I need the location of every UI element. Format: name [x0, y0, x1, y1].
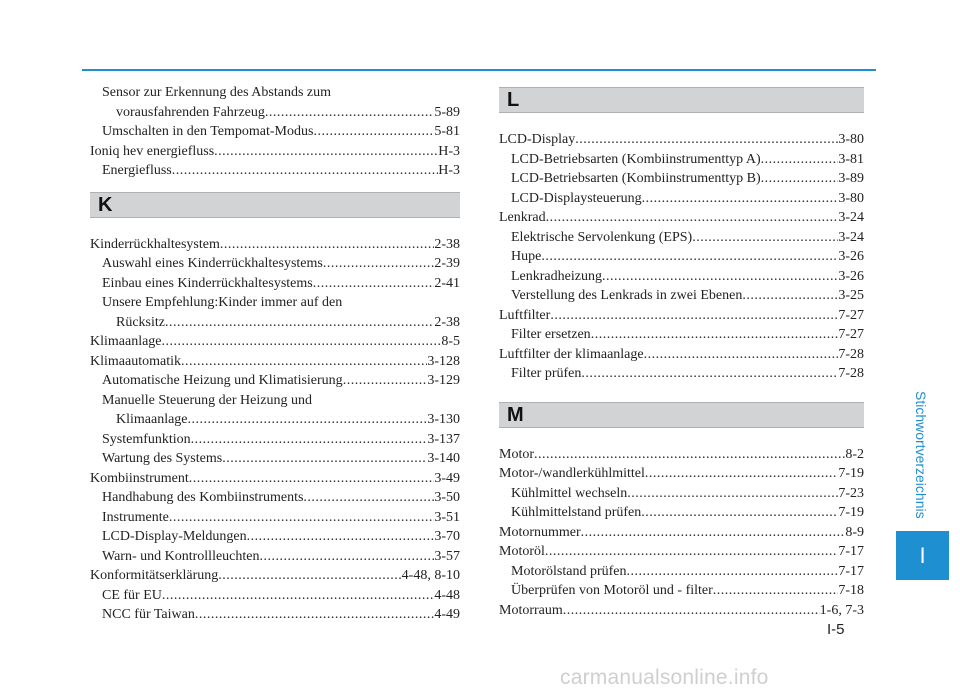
entry-term: Luftfilter der klimaanlage: [499, 346, 644, 362]
entry-page: 2-38: [434, 236, 460, 252]
leader-dots: [575, 130, 838, 150]
index-entry: [90, 547, 460, 567]
entry-page: 5-89: [434, 104, 460, 120]
entry-term: Motoröl: [499, 544, 545, 559]
section-header-l: [499, 87, 864, 113]
entry-page: 1-6, 7-3: [819, 602, 864, 618]
leader-dots: [692, 228, 838, 248]
leader-dots: [581, 364, 838, 384]
entry-term: NCC für Taiwan: [102, 607, 195, 622]
index-entry: [90, 527, 460, 547]
section-letter: L: [507, 89, 520, 111]
entries-m: [499, 445, 864, 621]
entry-term: Luftfilter: [499, 307, 551, 323]
entry-term: Auswahl eines Kinderrückhaltesystems: [102, 256, 323, 271]
section-header-k: [90, 192, 460, 218]
leader-dots: [191, 430, 428, 450]
index-entry: [90, 142, 460, 162]
index-entry: [499, 286, 864, 306]
leader-dots: [641, 503, 838, 523]
entry-page: 3-140: [427, 451, 460, 466]
entry-term: Energiefluss: [102, 163, 172, 178]
entry-page: 3-26: [838, 249, 864, 264]
entry-term: Klimaanlage: [116, 412, 188, 427]
index-entry: [499, 523, 864, 543]
entry-page: 2-39: [434, 256, 460, 271]
entry-term: Überprüfen von Motoröl und - filter: [511, 583, 713, 598]
entry-page: 4-48: [434, 587, 460, 603]
leader-dots: [602, 267, 838, 287]
entry-term: LCD-Display-Meldungen: [102, 529, 247, 544]
entry-page: 2-38: [434, 314, 460, 330]
entry-page: 3-51: [434, 509, 460, 525]
entries-continued: [90, 83, 460, 181]
entry-page: 3-81: [838, 151, 864, 167]
entry-page: 7-28: [838, 346, 864, 362]
entry-page: 3-57: [434, 548, 460, 564]
index-entry: [499, 325, 864, 345]
entry-page: H-3: [438, 143, 460, 159]
entry-page: 3-130: [427, 412, 460, 427]
top-rule: [82, 69, 876, 71]
index-entry: [499, 464, 864, 484]
leader-dots: [313, 122, 434, 142]
entry-page: 7-28: [838, 366, 864, 381]
entry-term: CE für EU: [102, 587, 162, 603]
entry-term: Lenkradheizung: [511, 268, 602, 284]
entry-page: 7-27: [838, 307, 864, 323]
index-entry: [90, 508, 460, 528]
entry-term: Filter prüfen: [511, 366, 582, 381]
leader-dots: [627, 484, 838, 504]
entry-page: 7-18: [838, 583, 864, 598]
entry-term: Handhabung des Kombiinstruments: [102, 490, 304, 505]
sidebar-tab-letter: I: [919, 542, 926, 568]
leader-dots: [545, 542, 838, 562]
section-letter: M: [507, 403, 524, 426]
entry-page: 3-26: [838, 268, 864, 284]
leader-dots: [265, 103, 434, 123]
leader-dots: [195, 605, 434, 625]
leader-dots: [218, 566, 401, 586]
index-entry: [499, 601, 864, 621]
leader-dots: [550, 306, 838, 326]
index-entry: [90, 449, 460, 469]
index-entry: [90, 313, 460, 333]
entry-term: Ioniq hev energiefluss: [90, 143, 215, 159]
entry-term: Kühlmittelstand prüfen: [511, 505, 642, 520]
entry-page: 3-80: [838, 190, 864, 206]
leader-dots: [165, 313, 434, 333]
entry-term: Motorölstand prüfen: [511, 563, 627, 579]
entry-term: Instrumente: [102, 509, 169, 525]
entries-l: [499, 130, 864, 384]
index-entry: [499, 542, 864, 562]
page-number: I-5: [827, 621, 845, 638]
leader-dots: [761, 150, 839, 170]
leader-dots: [591, 325, 839, 345]
entry-term: Sensor zur Erkennung des Abstands zum: [102, 85, 332, 100]
entry-term: Umschalten in den Tempomat-Modus: [102, 124, 314, 139]
entry-term: vorausfahrenden Fahrzeug: [116, 104, 265, 120]
entry-term: LCD-Betriebsarten (Kombiinstrumenttyp A): [511, 151, 761, 167]
leader-dots: [162, 332, 442, 352]
entry-page: 3-70: [434, 529, 460, 544]
entry-term: Hupe: [511, 249, 542, 264]
index-entry: [90, 391, 460, 411]
entry-term: Kombiinstrument: [90, 470, 189, 486]
entry-page: 8-2: [845, 446, 864, 462]
index-entry: [90, 103, 460, 123]
index-entry: [499, 345, 864, 365]
watermark: carmanualsonline.info: [560, 666, 769, 689]
index-entry: [499, 150, 864, 170]
index-entry: [90, 566, 460, 586]
leader-dots: [644, 345, 839, 365]
index-entry: [90, 274, 460, 294]
index-entry: [499, 267, 864, 287]
index-entry: [499, 189, 864, 209]
section-header-m: [499, 402, 864, 428]
index-entry: [90, 235, 460, 255]
entry-term: Systemfunktion: [102, 431, 191, 447]
leader-dots: [181, 352, 427, 372]
leader-dots: [742, 286, 838, 306]
index-entry: [90, 254, 460, 274]
index-entry: [499, 484, 864, 504]
index-entry: [90, 293, 460, 313]
index-column-left: [90, 83, 460, 625]
entry-page: 7-19: [838, 505, 864, 520]
entry-term: Lenkrad: [499, 210, 546, 225]
entry-term: LCD-Display: [499, 132, 576, 147]
index-entry: [90, 83, 460, 103]
section-letter: K: [98, 193, 113, 216]
index-entry: [90, 410, 460, 430]
index-entry: [90, 605, 460, 625]
index-entry: [90, 352, 460, 372]
entry-term: Motor-/wandlerkühlmittel: [499, 466, 645, 481]
sidebar-label: Stichwortverzeichnis: [913, 391, 929, 519]
entry-page: 7-17: [838, 563, 864, 579]
index-entry: [499, 364, 864, 384]
leader-dots: [303, 488, 434, 508]
index-entry: [90, 332, 460, 352]
leader-dots: [343, 371, 428, 391]
entry-term: Klimaanlage: [90, 334, 162, 349]
entry-term: Automatische Heizung und Klimatisierung: [102, 373, 343, 388]
leader-dots: [189, 469, 435, 489]
entry-page: 8-5: [441, 334, 460, 349]
leader-dots: [162, 586, 434, 606]
entry-page: 3-137: [427, 431, 460, 447]
entry-page: 4-49: [434, 607, 460, 622]
entry-page: 4-48, 8-10: [401, 568, 460, 583]
leader-dots: [172, 161, 438, 181]
entry-term: Motor: [499, 446, 534, 462]
index-entry: [499, 130, 864, 150]
entry-page: 5-81: [434, 124, 460, 139]
leader-dots: [247, 527, 435, 547]
entry-term: Kinderrückhaltesystem: [90, 236, 220, 252]
index-entry: [90, 586, 460, 606]
leader-dots: [534, 445, 845, 465]
leader-dots: [188, 410, 428, 430]
index-entry: [90, 430, 460, 450]
leader-dots: [761, 169, 839, 189]
leader-dots: [626, 562, 838, 582]
index-entry: [90, 469, 460, 489]
entry-term: Filter ersetzen: [511, 327, 591, 342]
entry-term: Warn- und Kontrollleuchten: [102, 548, 260, 564]
index-entry: [90, 488, 460, 508]
entry-page: 3-129: [427, 373, 460, 388]
index-entry: [499, 445, 864, 465]
index-entry: [499, 562, 864, 582]
index-entry: [90, 122, 460, 142]
entry-term: Motornummer: [499, 524, 581, 540]
index-entry: [499, 208, 864, 228]
entry-page: 3-25: [838, 288, 864, 303]
entry-page: 7-17: [838, 544, 864, 559]
entry-page: 3-24: [838, 229, 864, 245]
leader-dots: [169, 508, 434, 528]
leader-dots: [220, 235, 434, 255]
sidebar-tab[interactable]: [896, 531, 949, 580]
leader-dots: [546, 208, 839, 228]
index-entry: [499, 169, 864, 189]
entries-k: [90, 235, 460, 625]
entry-page: 8-9: [845, 524, 864, 540]
index-entry: [90, 161, 460, 181]
entry-term: Konformitätserklärung: [90, 568, 219, 583]
entry-term: Wartung des Systems: [102, 451, 223, 466]
entry-page: H-3: [438, 163, 460, 178]
leader-dots: [642, 189, 839, 209]
entry-page: 7-27: [838, 327, 864, 342]
entry-term: Motorraum: [499, 602, 563, 618]
index-entry: [499, 306, 864, 326]
leader-dots: [541, 247, 838, 267]
leader-dots: [645, 464, 838, 484]
entry-page: 3-80: [838, 132, 864, 147]
entry-page: 3-50: [434, 490, 460, 505]
entry-term: Unsere Empfehlung:Kinder immer auf den: [102, 295, 343, 310]
index-entry: [499, 247, 864, 267]
leader-dots: [313, 274, 435, 294]
index-entry: [90, 371, 460, 391]
leader-dots: [563, 601, 820, 621]
entry-term: Einbau eines Kinderrückhaltesystems: [102, 275, 313, 291]
index-entry: [499, 581, 864, 601]
entry-term: LCD-Betriebsarten (Kombiinstrumenttyp B): [511, 171, 761, 186]
leader-dots: [581, 523, 846, 543]
leader-dots: [323, 254, 434, 274]
entry-term: Verstellung des Lenkrads in zwei Ebenen: [511, 288, 743, 303]
entry-page: 7-19: [838, 466, 864, 481]
leader-dots: [713, 581, 839, 601]
index-column-right: [499, 83, 864, 620]
entry-term: Kühlmittel wechseln: [511, 485, 628, 501]
entry-term: Elektrische Servolenkung (EPS): [511, 229, 693, 245]
entry-page: 7-23: [838, 485, 864, 501]
leader-dots: [214, 142, 438, 162]
entry-page: 3-89: [838, 171, 864, 186]
entry-page: 3-24: [838, 210, 864, 225]
entry-page: 3-128: [427, 353, 460, 369]
entry-term: Rücksitz: [116, 314, 165, 330]
index-entry: [499, 228, 864, 248]
entry-term: Manuelle Steuerung der Heizung und: [102, 392, 312, 408]
entry-page: 3-49: [434, 470, 460, 486]
leader-dots: [260, 547, 435, 567]
index-entry: [499, 503, 864, 523]
entry-term: LCD-Displaysteuerung: [511, 190, 642, 206]
entry-term: Klimaautomatik: [90, 353, 181, 369]
entry-page: 2-41: [434, 275, 460, 291]
leader-dots: [222, 449, 427, 469]
